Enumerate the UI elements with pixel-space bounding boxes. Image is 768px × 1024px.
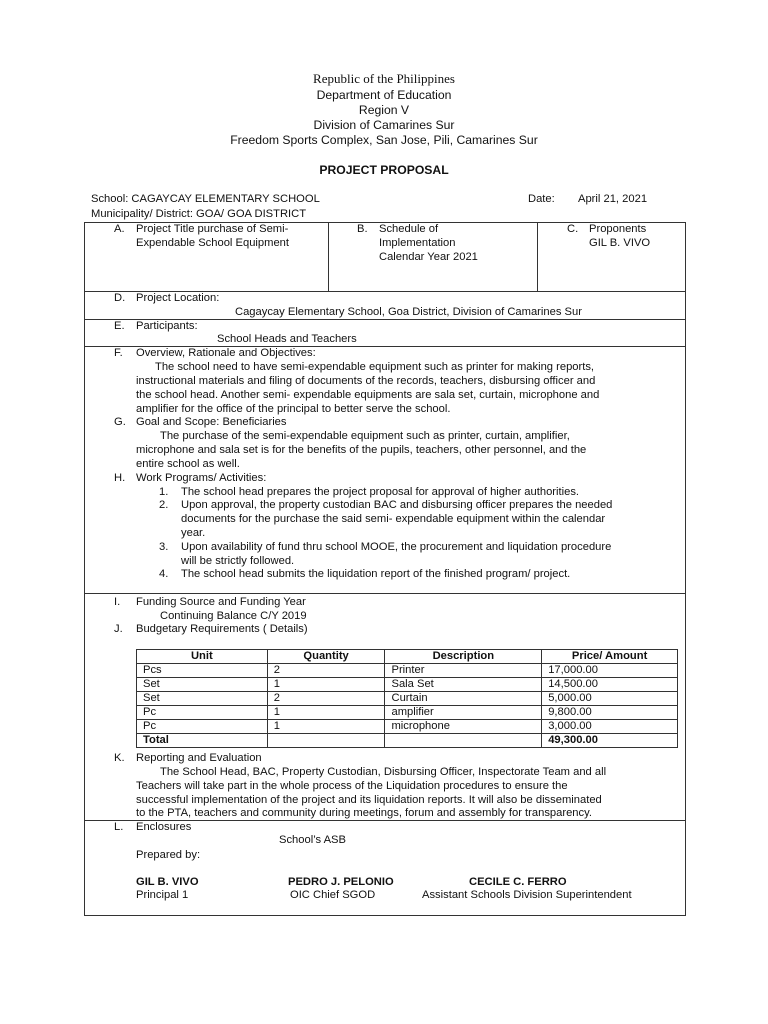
budget-description: Curtain <box>385 692 542 706</box>
divider-a-b <box>328 222 329 292</box>
budget-header-amount: Price/ Amount <box>542 650 678 664</box>
section-f-text-1: The school need to have semi-expendable equipment such as printer for making reports, <box>155 361 595 373</box>
section-a-line1: Project Title purchase of Semi- <box>136 223 289 235</box>
activity-2-number: 2. <box>159 499 169 511</box>
budget-total-row <box>137 734 678 748</box>
page-title: PROJECT PROPOSAL <box>319 163 449 177</box>
section-f-letter: F. <box>114 347 123 359</box>
section-b-letter: B. <box>357 223 368 235</box>
budget-quantity: 1 <box>267 706 385 720</box>
section-j-label: Budgetary Requirements ( Details) <box>136 623 308 635</box>
budget-description: Sala Set <box>385 678 542 692</box>
section-i-value: Continuing Balance C/Y 2019 <box>160 610 307 622</box>
budget-unit: Pcs <box>137 664 268 678</box>
budget-quantity: 2 <box>267 664 385 678</box>
section-g-text-3: entire school as well. <box>136 458 240 470</box>
section-f-text-4: amplifier for the office of the principal to better serve the school. <box>136 403 451 415</box>
budget-unit: Pc <box>137 720 268 734</box>
budget-header-unit: Unit <box>137 650 268 664</box>
date-value: April 21, 2021 <box>578 193 648 205</box>
prepared-by-label: Prepared by: <box>136 849 201 861</box>
section-d-letter: D. <box>114 292 126 304</box>
budget-amount: 5,000.00 <box>542 692 678 706</box>
budget-description: amplifier <box>385 706 542 720</box>
date-label: Date: <box>528 193 555 205</box>
budget-unit: Set <box>137 678 268 692</box>
budget-amount: 3,000.00 <box>542 720 678 734</box>
divider-row-h <box>84 593 686 594</box>
municipality-line: Municipality/ District: GOA/ GOA DISTRICT <box>91 208 307 220</box>
activity-1-text: The school head prepares the project proposal for approval of higher authorities. <box>181 486 580 498</box>
section-i-label: Funding Source and Funding Year <box>136 596 306 608</box>
budget-quantity: 2 <box>267 692 385 706</box>
signatory-2-name: PEDRO J. PELONIO <box>288 876 394 888</box>
activity-2-text-1: Upon approval, the property custodian BAC and disbursing officer prepares the needed <box>181 499 613 511</box>
activity-3-text-1: Upon availability of fund thru school MOOE, the procurement and liquidation procedure <box>181 541 612 553</box>
section-f-text-3: the school head. Another semi- expendable equipments are sala set, curtain, microphone and <box>136 389 600 401</box>
section-e-letter: E. <box>114 320 125 332</box>
address-heading: Freedom Sports Complex, San Jose, Pili, Camarines Sur <box>230 133 538 147</box>
section-a-line2: Expendable School Equipment <box>136 237 290 249</box>
section-k-text-2: Teachers will take part in the whole process of the Liquidation procedures to ensure the <box>136 780 568 792</box>
budget-description: microphone <box>385 720 542 734</box>
budget-total-empty <box>385 734 542 748</box>
school-line: School: CAGAYCAY ELEMENTARY SCHOOL <box>91 193 320 205</box>
budget-unit: Pc <box>137 706 268 720</box>
activity-2-text-2: documents for the purchase the said semi- expendable equipment within the calendar <box>181 513 606 525</box>
budget-amount: 17,000.00 <box>542 664 678 678</box>
signatory-3-position: Assistant Schools Division Superintendent <box>422 889 632 901</box>
department-heading: Department of Education <box>316 88 452 102</box>
activity-1-number: 1. <box>159 486 169 498</box>
section-e-value: School Heads and Teachers <box>217 333 357 345</box>
section-l-value: School’s ASB <box>279 834 346 846</box>
section-c-line1: Proponents <box>589 223 647 235</box>
activity-3-text-2: will be strictly followed. <box>181 555 295 567</box>
section-a-letter: A. <box>114 223 125 235</box>
budget-header-description: Description <box>385 650 542 664</box>
region-heading: Region V <box>358 103 410 117</box>
signatory-1-name: GIL B. VIVO <box>136 876 199 888</box>
section-k-text-1: The School Head, BAC, Property Custodian, Disbursing Officer, Inspectorate Team and all <box>160 766 607 778</box>
budget-amount: 14,500.00 <box>542 678 678 692</box>
section-d-label: Project Location: <box>136 292 220 304</box>
section-k-text-4: to the PTA, teachers and community during meetings, forum and assembly for transparency. <box>136 807 592 819</box>
republic-heading: Republic of the Philippines <box>313 71 455 86</box>
signatory-3-name: CECILE C. FERRO <box>469 876 567 888</box>
section-b-line1: Schedule of <box>379 223 439 235</box>
budget-unit: Set <box>137 692 268 706</box>
activity-4-text: The school head submits the liquidation report of the finished program/ project. <box>181 568 571 580</box>
section-h-letter: H. <box>114 472 126 484</box>
signatory-1-position: Principal 1 <box>136 889 189 901</box>
section-h-label: Work Programs/ Activities: <box>136 472 267 484</box>
divider-b-c <box>537 222 538 292</box>
section-b-line2: Implementation <box>379 237 456 249</box>
activity-4-number: 4. <box>159 568 169 580</box>
signatory-2-position: OIC Chief SGOD <box>290 889 376 901</box>
section-c-letter: C. <box>567 223 579 235</box>
budget-quantity: 1 <box>267 678 385 692</box>
budget-description: Printer <box>385 664 542 678</box>
section-g-letter: G. <box>114 416 126 428</box>
division-heading: Division of Camarines Sur <box>313 118 455 132</box>
budget-total-label: Total <box>137 734 268 748</box>
section-g-text-1: The purchase of the semi-expendable equipment such as printer, curtain, amplifier, <box>160 430 570 442</box>
budget-table <box>136 649 678 748</box>
table-row <box>137 678 678 692</box>
section-l-letter: L. <box>114 821 124 833</box>
table-row <box>137 706 678 720</box>
activity-2-text-3: year. <box>181 527 206 539</box>
section-i-letter: I. <box>114 596 121 608</box>
table-row <box>137 720 678 734</box>
budget-amount: 9,800.00 <box>542 706 678 720</box>
section-k-label: Reporting and Evaluation <box>136 752 262 764</box>
table-row <box>137 664 678 678</box>
budget-total-empty <box>267 734 385 748</box>
section-l-label: Enclosures <box>136 821 192 833</box>
budget-header-quantity: Quantity <box>267 650 385 664</box>
section-c-line2: GIL B. VIVO <box>589 237 651 249</box>
budget-quantity: 1 <box>267 720 385 734</box>
section-d-value: Cagaycay Elementary School, Goa District, Division of Camarines Sur <box>235 306 582 318</box>
section-k-text-3: successful implementation of the project and its liquidation reports. It will also be disseminated <box>136 794 602 806</box>
budget-header-row <box>137 650 678 664</box>
table-row <box>137 692 678 706</box>
section-f-label: Overview, Rationale and Objectives: <box>136 347 316 359</box>
section-e-label: Participants: <box>136 320 198 332</box>
section-k-letter: K. <box>114 752 125 764</box>
section-f-text-2: instructional materials and filing of documents of the records, teachers, disbursing officer and <box>136 375 596 387</box>
section-j-letter: J. <box>114 623 123 635</box>
section-g-text-2: microphone and sala set is for the benefits of the pupils, teachers, other personnel, and the <box>136 444 587 456</box>
section-g-label: Goal and Scope: Beneficiaries <box>136 416 287 428</box>
budget-total-value: 49,300.00 <box>542 734 678 748</box>
section-b-line3: Calendar Year 2021 <box>379 251 478 263</box>
activity-3-number: 3. <box>159 541 169 553</box>
